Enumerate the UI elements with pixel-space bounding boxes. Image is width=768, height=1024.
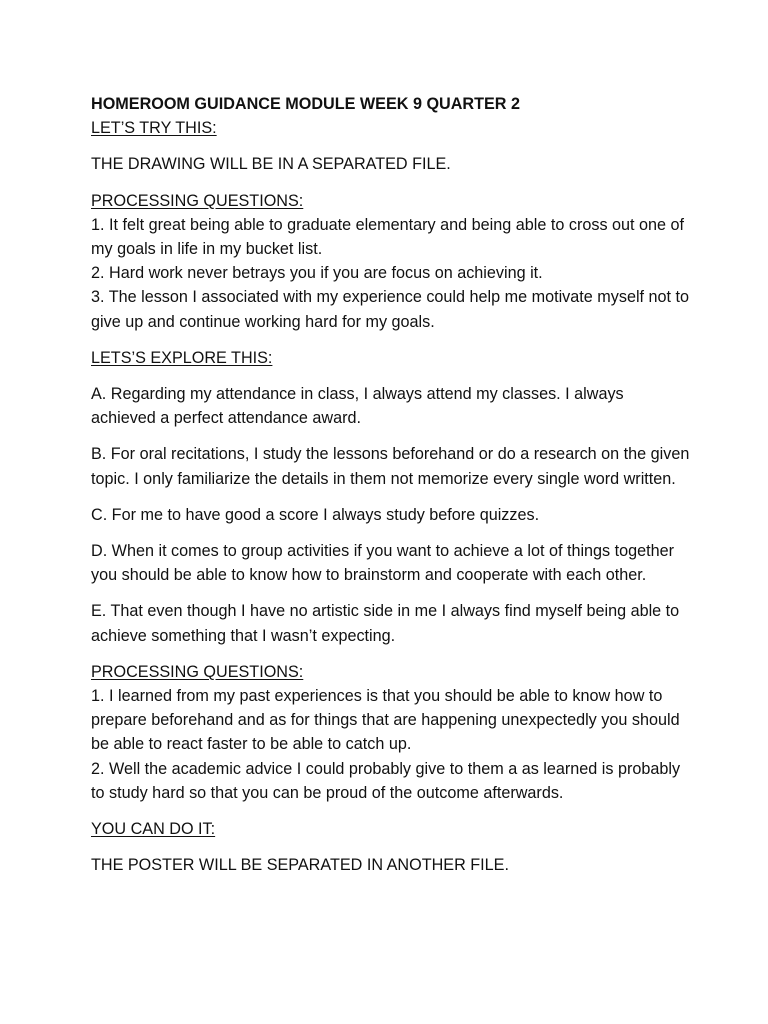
section-heading-processing-questions-2: PROCESSING QUESTIONS: [91, 662, 304, 681]
section-heading-lets-try-this: LET’S TRY THIS: [91, 119, 217, 138]
section-heading-lets-explore-this: LETS’S EXPLORE THIS: [91, 348, 273, 367]
explore-paragraph-b: B. For oral recitations, I study the lessons beforehand or do a research on the given topic. I only familiarize the details in them not memorize every single word written. [91, 445, 690, 488]
explore-paragraph-c: C. For me to have good a score I always study before quizzes. [91, 505, 540, 524]
spacer [91, 177, 691, 189]
explore-paragraph-e: E. That even though I have no artistic side in me I always find myself being able to achieve something that I wasn’t expecting. [91, 602, 680, 645]
spacer [91, 370, 691, 382]
section-heading-you-can-do-it: YOU CAN DO IT: [91, 820, 216, 839]
document-page [91, 92, 691, 877]
document-title: HOMEROOM GUIDANCE MODULE WEEK 9 QUARTER 2 [91, 95, 520, 113]
processing-answer-4: 1. I learned from my past experiences is that you should be able to know how to prepare beforehand and as for things that are happening unexpectedly you should be able to react faster to be able to catch up. [91, 687, 680, 754]
drawing-note: THE DRAWING WILL BE IN A SEPARATED FILE. [91, 155, 451, 174]
spacer [91, 140, 691, 152]
explore-paragraph-d: D. When it comes to group activities if you want to achieve a lot of things together you should be able to know how to brainstorm and cooperate with each other. [91, 542, 675, 585]
processing-answer-2: 2. Hard work never betrays you if you are focus on achieving it. [91, 264, 543, 283]
poster-note: THE POSTER WILL BE SEPARATED IN ANOTHER FILE. [91, 856, 509, 875]
spacer [91, 430, 691, 442]
spacer [91, 841, 691, 853]
section-heading-processing-questions-1: PROCESSING QUESTIONS: [91, 191, 304, 210]
spacer [91, 334, 691, 346]
spacer [91, 527, 691, 539]
processing-answer-5: 2. Well the academic advice I could probably give to them a as learned is probably to study hard so that you can be proud of the outcome afterwards. [91, 759, 681, 802]
explore-paragraph-a: A. Regarding my attendance in class, I always attend my classes. I always achieved a perfect attendance award. [91, 385, 624, 428]
spacer [91, 587, 691, 599]
spacer [91, 648, 691, 660]
processing-answer-1: 1. It felt great being able to graduate elementary and being able to cross out one of my goals in life in my bucket list. [91, 215, 685, 259]
processing-answer-3: 3. The lesson I associated with my experience could help me motivate myself not to give up and continue working hard for my goals. [91, 288, 690, 331]
spacer [91, 491, 691, 503]
spacer [91, 805, 691, 817]
